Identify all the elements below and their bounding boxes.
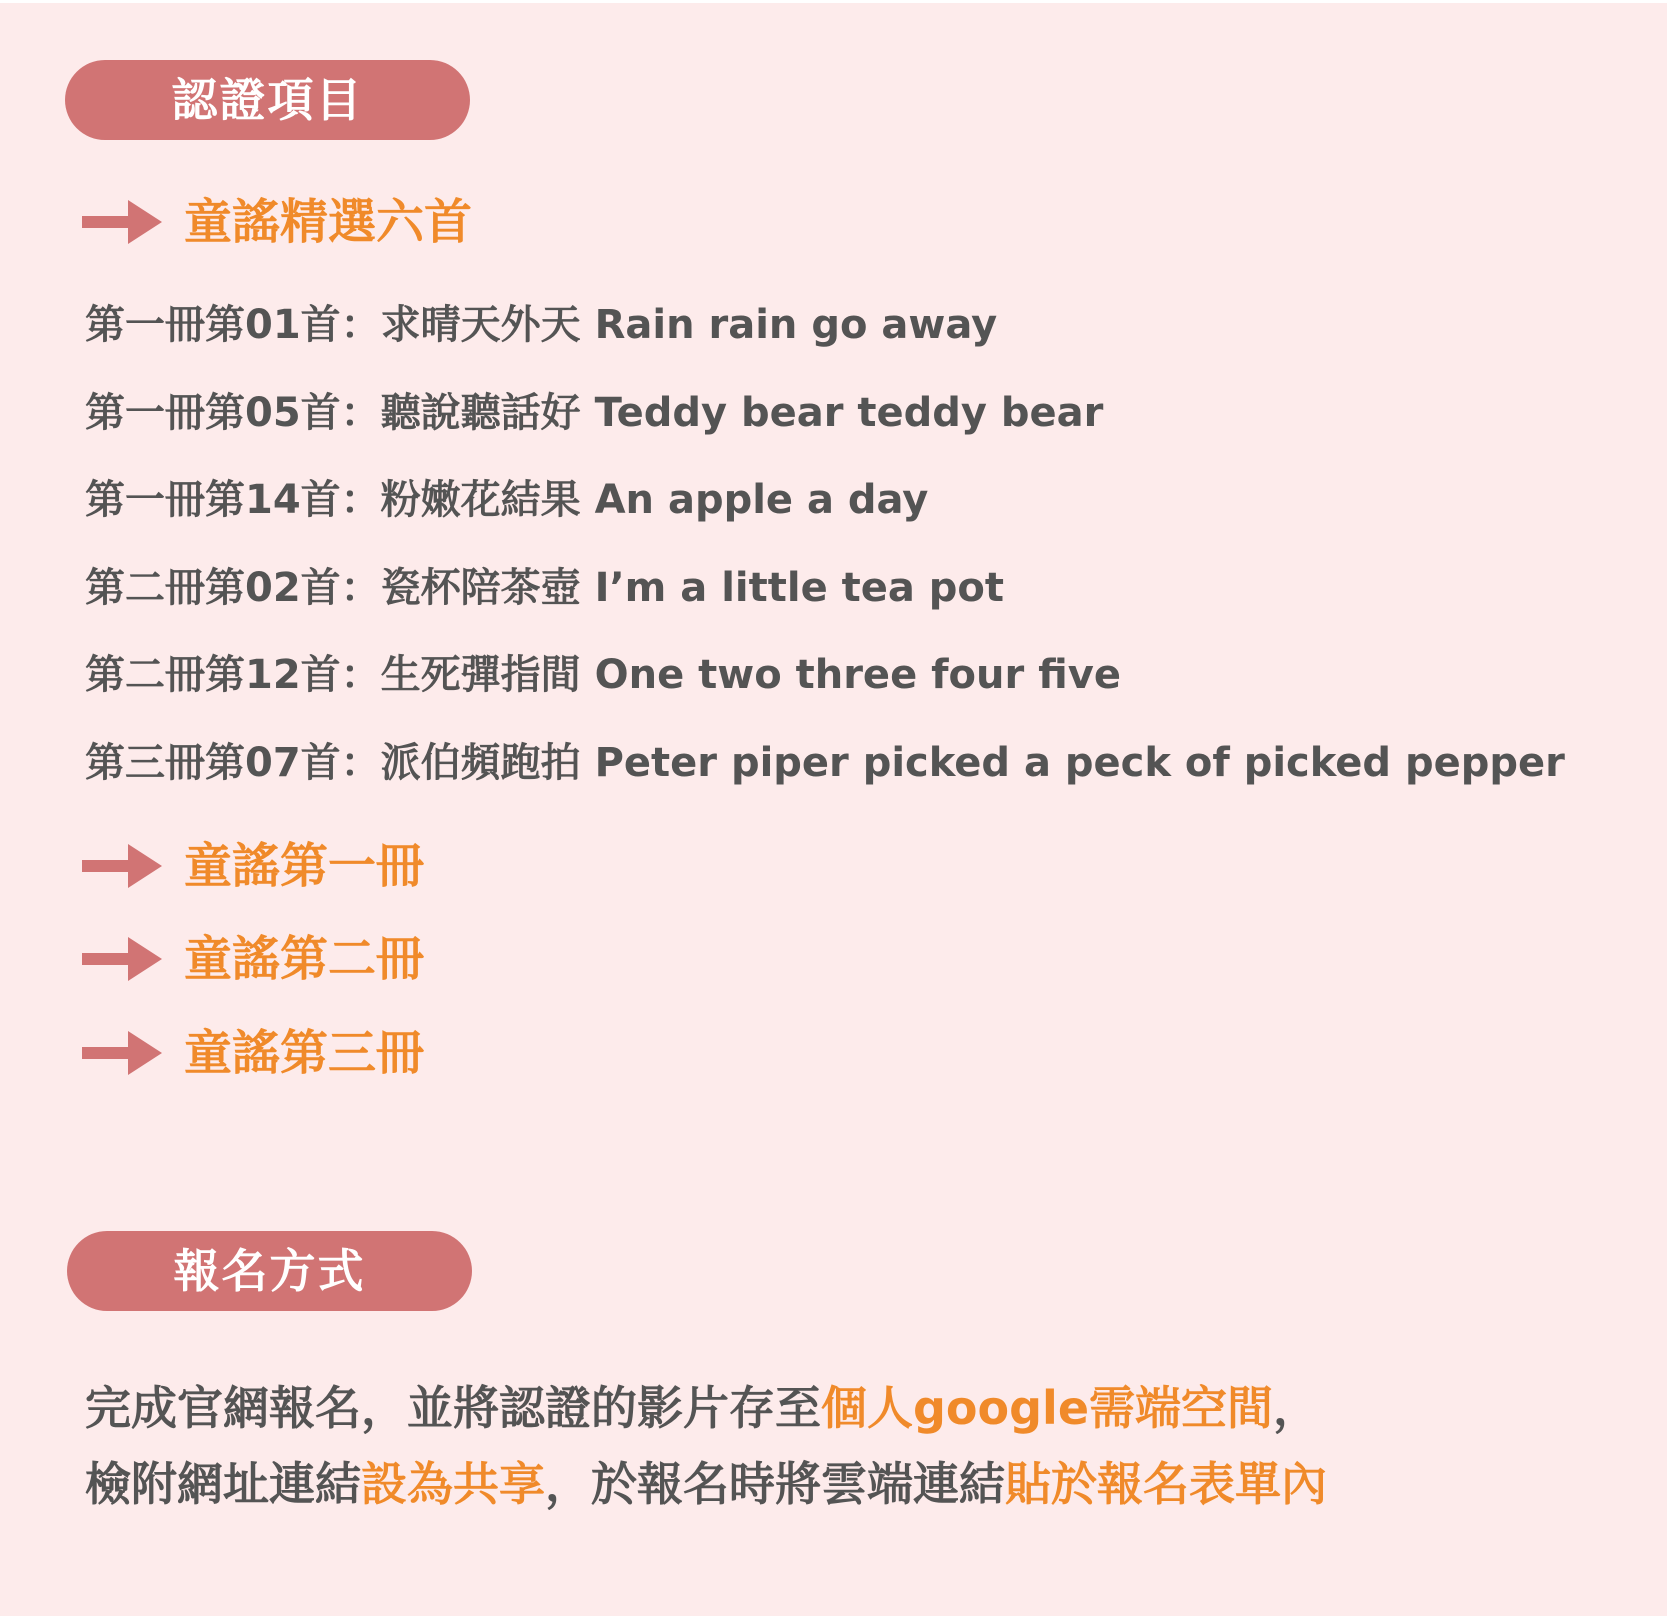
song-separator: ：: [340, 302, 381, 348]
registration-line-1: [85, 1370, 1327, 1446]
registration-text: 檢附網址連結: [85, 1457, 361, 1511]
song-item: [85, 728, 1565, 816]
song-book: 第三冊第07首: [85, 739, 341, 786]
volume-label: 童謠第三冊: [184, 1025, 425, 1081]
registration-text: ，: [1273, 1381, 1320, 1435]
volume-heading-1: [82, 836, 424, 896]
registration-highlight: 個人google需端空間: [821, 1381, 1274, 1435]
volume-label: 童謠第一冊: [184, 838, 425, 894]
song-title: 求晴天外天 Rain rain go away: [380, 302, 998, 348]
section-title-register: 報名方式: [67, 1231, 472, 1311]
arrow-right-icon: [82, 1031, 162, 1075]
top-strip: [0, 0, 1667, 3]
arrow-right-icon: [82, 844, 162, 888]
featured-songs-label: 童謠精選六首: [184, 194, 473, 250]
song-separator: ：: [340, 564, 381, 611]
song-book: 第二冊第02首: [85, 564, 341, 611]
song-book: 第一冊第01首: [85, 302, 341, 348]
registration-instructions: [85, 1370, 1327, 1522]
song-title: 派伯頻跑拍 Peter piper picked a peck of picked pepper: [380, 739, 1565, 786]
song-book: 第一冊第05首: [85, 389, 341, 436]
song-title: 瓷杯陪茶壺 I’m a little tea pot: [380, 564, 1005, 611]
song-item: [85, 465, 1565, 553]
registration-highlight: 設為共享: [361, 1457, 545, 1511]
arrow-right-icon: [82, 937, 162, 981]
song-item: [85, 553, 1565, 641]
song-title: 生死彈指間 One two three four five: [380, 652, 1121, 698]
song-separator: ：: [340, 652, 381, 698]
song-item: [85, 640, 1565, 728]
arrow-right-icon: [82, 200, 162, 244]
registration-text: 完成官網報名，並將認證的影片存至: [85, 1381, 821, 1435]
registration-line-2: [85, 1446, 1327, 1522]
volume-heading-2: [82, 929, 424, 989]
featured-songs-heading: [82, 192, 472, 252]
volume-heading-3: [82, 1023, 424, 1083]
song-separator: ：: [340, 477, 381, 523]
volume-label: 童謠第二冊: [184, 931, 425, 987]
song-list: [85, 290, 1565, 815]
song-title: 聽說聽話好 Teddy bear teddy bear: [380, 389, 1104, 436]
song-book: 第一冊第14首: [85, 477, 341, 523]
song-title: 粉嫩花結果 An apple a day: [380, 477, 929, 523]
section-title-items: 認證項目: [65, 60, 470, 140]
registration-highlight: 貼於報名表單內: [1005, 1457, 1327, 1511]
song-item: [85, 378, 1565, 466]
song-separator: ：: [340, 389, 381, 436]
song-book: 第二冊第12首: [85, 652, 341, 698]
registration-text: ，於報名時將雲端連結: [545, 1457, 1005, 1511]
song-separator: ：: [340, 739, 381, 786]
song-item: [85, 290, 1565, 378]
